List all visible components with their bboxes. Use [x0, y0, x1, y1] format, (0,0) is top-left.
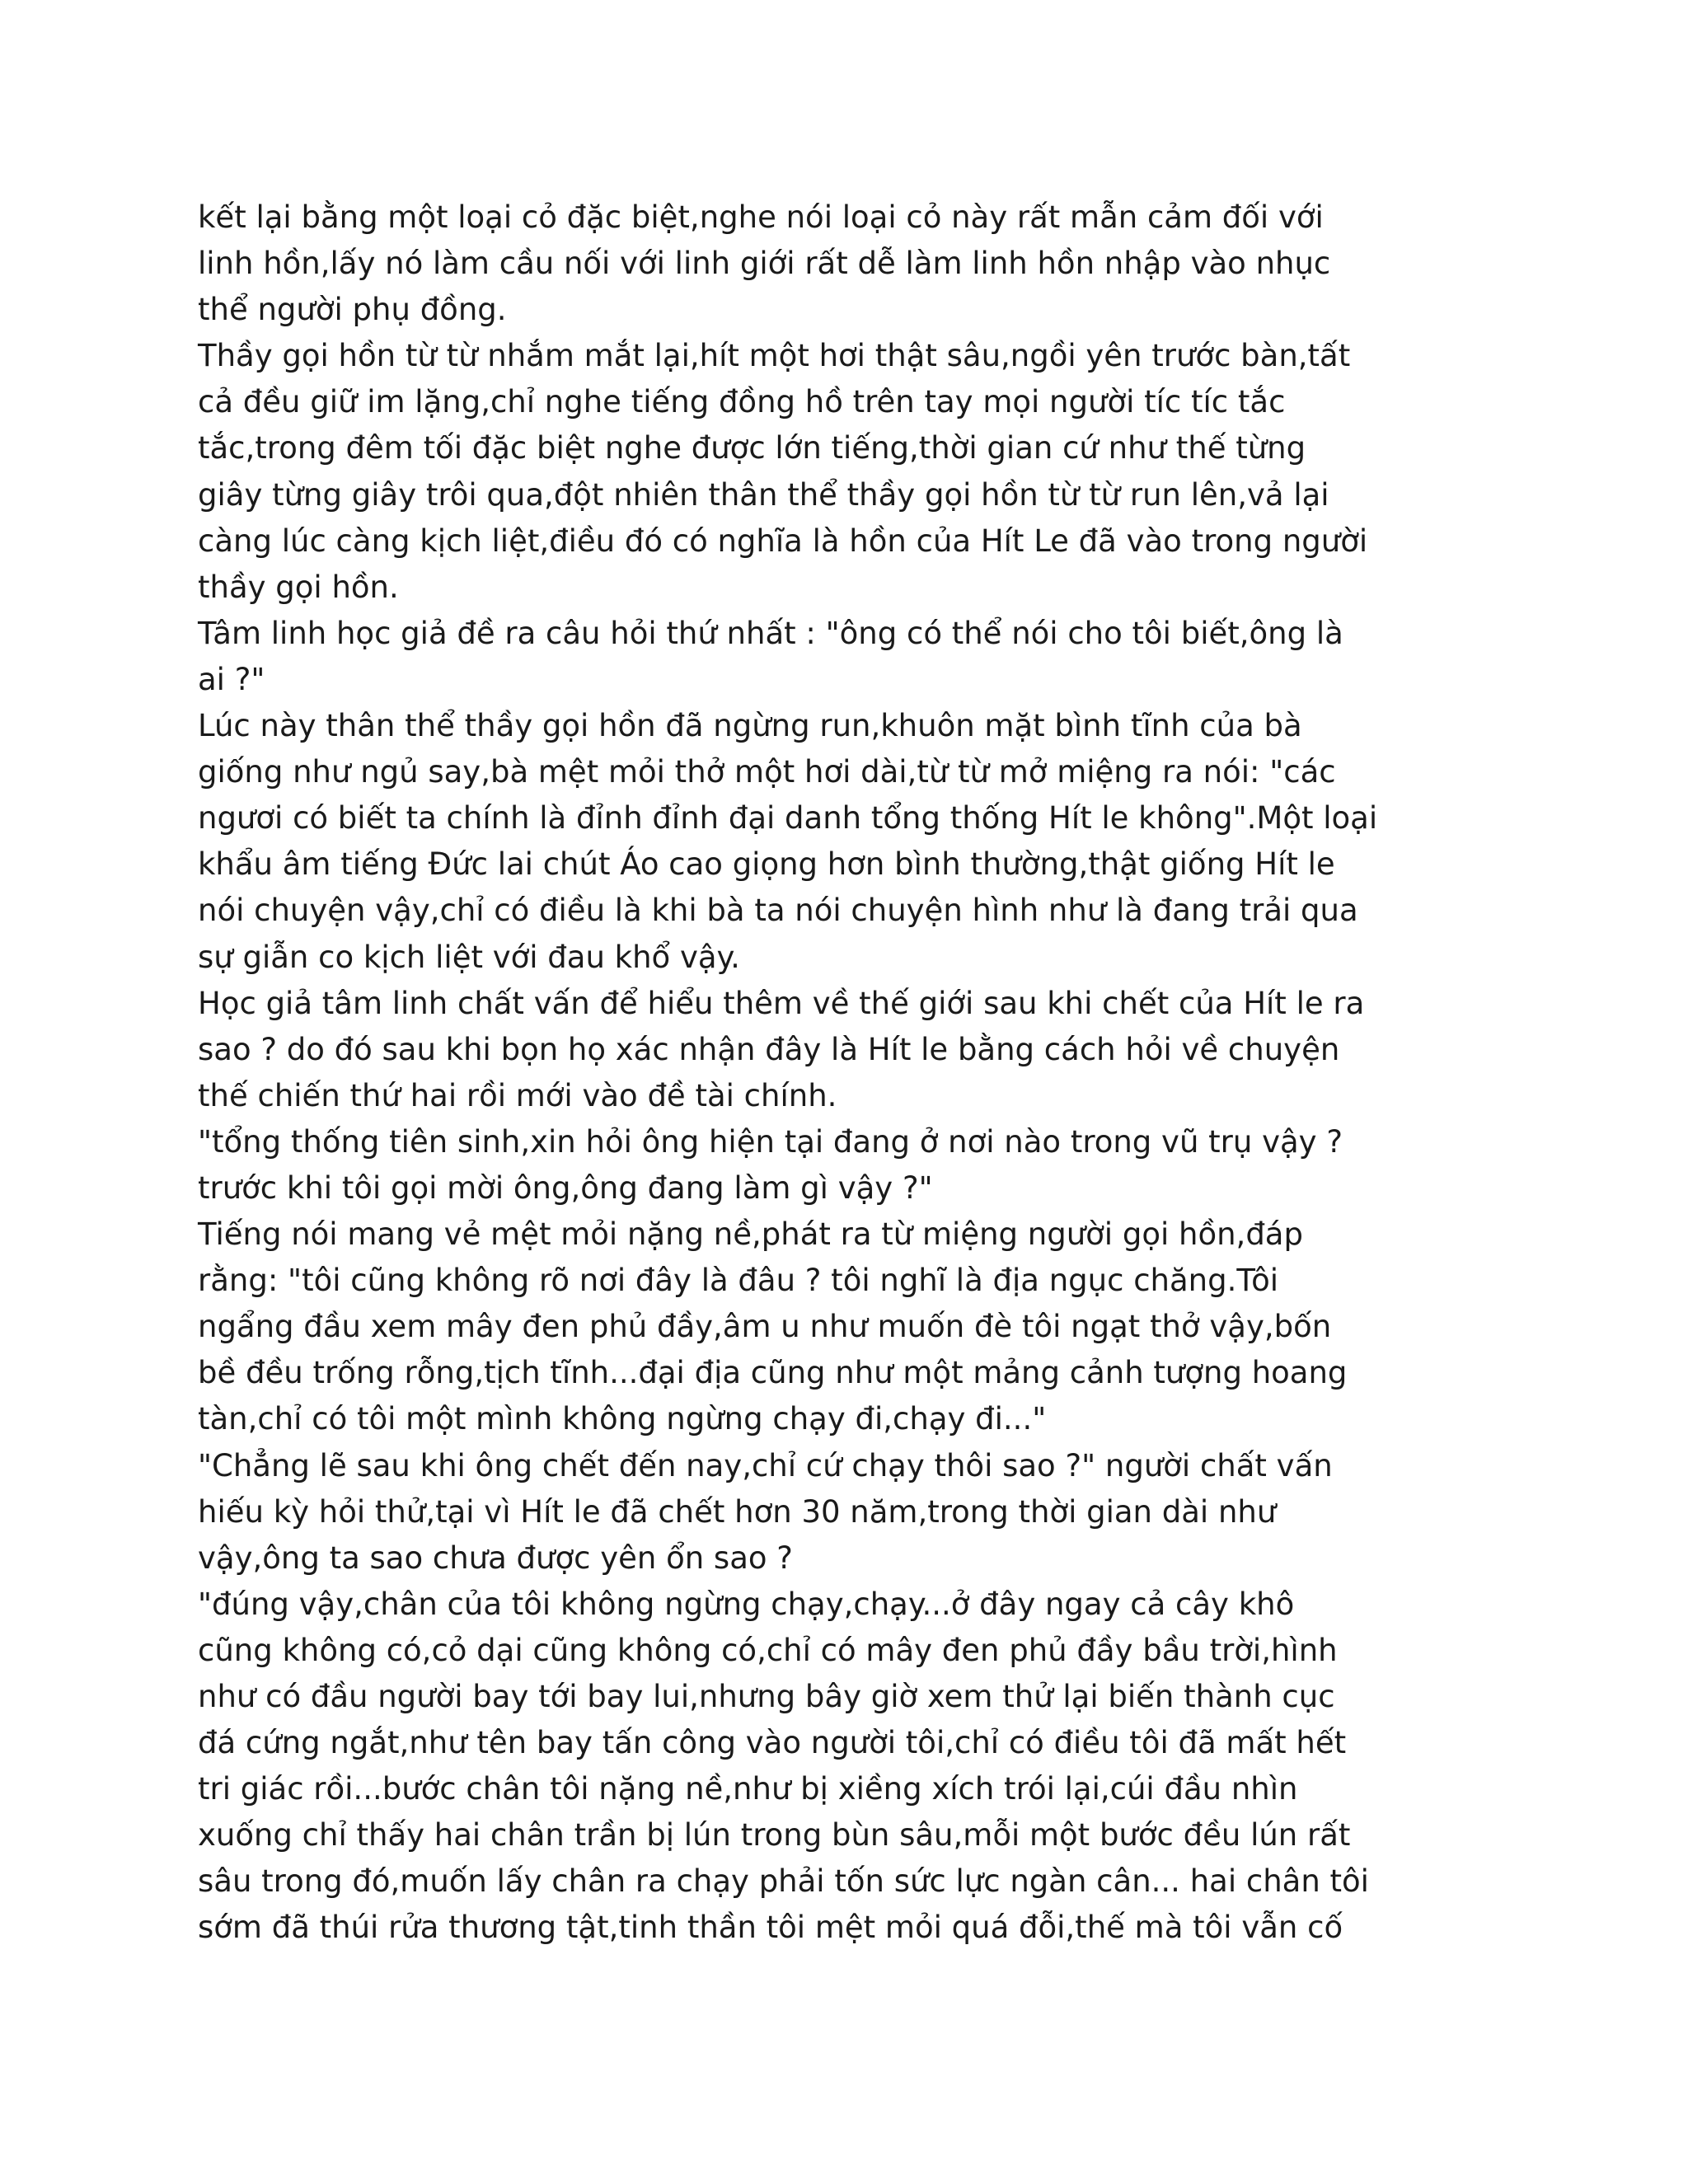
text-line: giống như ngủ say,bà mệt mỏi thở một hơi dài,từ từ mở miệng ra nói: "các — [198, 754, 1336, 790]
text-line: vậy,ông ta sao chưa được yên ổn sao ? — [198, 1540, 793, 1576]
text-line: Thầy gọi hồn từ từ nhắm mắt lại,hít một hơi thật sâu,ngồi yên trước bàn,tất — [198, 338, 1351, 374]
text-line: Lúc này thân thể thầy gọi hồn đã ngừng run,khuôn mặt bình tĩnh của bà — [198, 708, 1302, 744]
text-line: tri giác rồi...bước chân tôi nặng nề,như bị xiềng xích trói lại,cúi đầu nhìn — [198, 1771, 1298, 1807]
text-line: giây từng giây trôi qua,đột nhiên thân thể thầy gọi hồn từ từ run lên,vả lại — [198, 476, 1329, 513]
body-text — [198, 194, 1517, 1952]
text-line: tàn,chỉ có tôi một mình không ngừng chạy đi,chạy đi..." — [198, 1401, 1047, 1437]
text-line: rằng: "tôi cũng không rõ nơi đây là đâu ? tôi nghĩ là địa ngục chăng.Tôi — [198, 1263, 1279, 1299]
text-line: tắc,trong đêm tối đặc biệt nghe được lớn tiếng,thời gian cứ như thế từng — [198, 430, 1306, 466]
text-line: Học giả tâm linh chất vấn để hiểu thêm về thế giới sau khi chết của Hít le ra — [198, 985, 1365, 1021]
text-line: thể người phụ đồng. — [198, 292, 507, 328]
text-line: càng lúc càng kịch liệt,điều đó có nghĩa là hồn của Hít Le đã vào trong người — [198, 523, 1368, 559]
text-line: "đúng vậy,chân của tôi không ngừng chạy,chạy...ở đây ngay cả cây khô — [198, 1586, 1295, 1622]
text-line: sớm đã thúi rửa thương tật,tinh thần tôi mệt mỏi quá đỗi,thế mà tôi vẫn cố — [198, 1910, 1343, 1946]
text-line: sâu trong đó,muốn lấy chân ra chạy phải tốn sức lực ngàn cân... hai chân tôi — [198, 1863, 1369, 1900]
text-line: đá cứng ngắt,như tên bay tấn công vào người tôi,chỉ có điều tôi đã mất hết — [198, 1725, 1347, 1761]
text-line: kết lại bằng một loại cỏ đặc biệt,nghe nói loại cỏ này rất mẫn cảm đối với — [198, 199, 1324, 235]
text-line: khẩu âm tiếng Đức lai chút Áo cao giọng hơn bình thường,thật giống Hít le — [198, 846, 1335, 883]
text-line: bề đều trống rỗng,tịch tĩnh...đại địa cũng như một mảng cảnh tượng hoang — [198, 1355, 1348, 1391]
text-line: nói chuyện vậy,chỉ có điều là khi bà ta nói chuyện hình như là đang trải qua — [198, 893, 1358, 929]
text-line: thầy gọi hồn. — [198, 569, 399, 605]
text-line: linh hồn,lấy nó làm cầu nối với linh giới rất dễ làm linh hồn nhập vào nhục — [198, 246, 1331, 282]
text-line: "Chẳng lẽ sau khi ông chết đến nay,chỉ cứ chạy thôi sao ?" người chất vấn — [198, 1447, 1333, 1483]
text-line: hiếu kỳ hỏi thử,tại vì Hít le đã chết hơn 30 năm,trong thời gian dài như — [198, 1493, 1277, 1530]
text-line: như có đầu người bay tới bay lui,nhưng bây giờ xem thử lại biến thành cục — [198, 1679, 1335, 1714]
text-line: cả đều giữ im lặng,chỉ nghe tiếng đồng hồ trên tay mọi người tíc tíc tắc — [198, 384, 1286, 420]
text-line: Tiếng nói mang vẻ mệt mỏi nặng nề,phát ra từ miệng người gọi hồn,đáp — [198, 1216, 1303, 1253]
text-line: trước khi tôi gọi mời ông,ông đang làm gì vậy ?" — [198, 1169, 933, 1206]
text-line: "tổng thống tiên sinh,xin hỏi ông hiện tại đang ở nơi nào trong vũ trụ vậy ? — [198, 1123, 1343, 1160]
text-line: ai ?" — [198, 661, 265, 697]
text-line: xuống chỉ thấy hai chân trần bị lún trong bùn sâu,mỗi một bước đều lún rất — [198, 1817, 1351, 1854]
text-line: sao ? do đó sau khi bọn họ xác nhận đây là Hít le bằng cách hỏi về chuyện — [198, 1031, 1340, 1067]
text-line: ngẩng đầu xem mây đen phủ đầy,âm u như muốn đè tôi ngạt thở vậy,bốn — [198, 1309, 1332, 1345]
text-line: thế chiến thứ hai rồi mới vào đề tài chính. — [198, 1077, 837, 1113]
text-line: Tâm linh học giả đề ra câu hỏi thứ nhất : "ông có thể nói cho tôi biết,ông là — [198, 615, 1343, 651]
text-line: sự giẫn co kịch liệt với đau khổ vậy. — [198, 939, 740, 975]
text-line: cũng không có,cỏ dại cũng không có,chỉ có mây đen phủ đầy bầu trời,hình — [198, 1632, 1338, 1668]
text-line: ngươi có biết ta chính là đỉnh đỉnh đại danh tổng thống Hít le không".Một loại — [198, 800, 1378, 837]
